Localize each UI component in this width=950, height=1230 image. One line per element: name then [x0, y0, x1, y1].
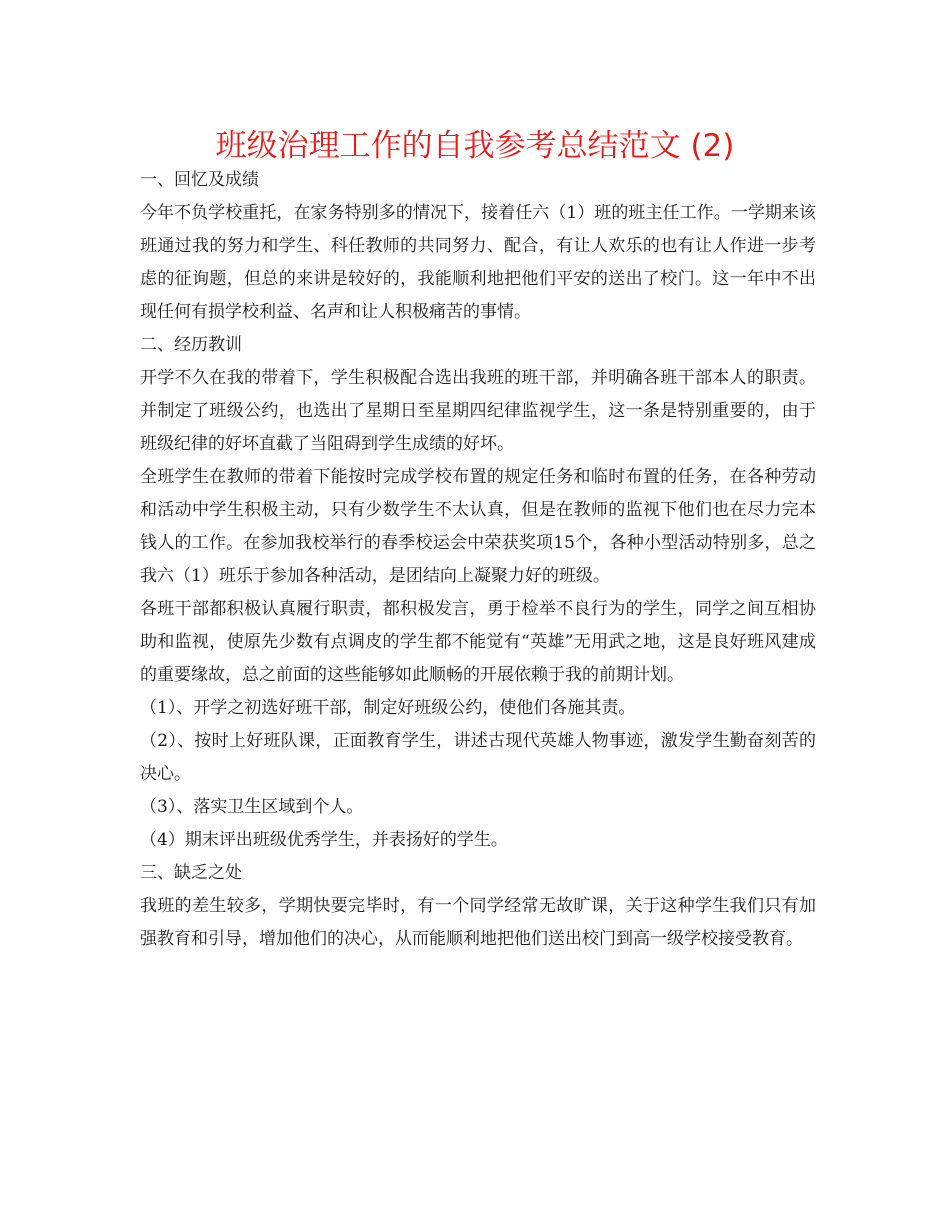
document-title: 班级治理工作的自我参考总结范文 (2) — [215, 128, 735, 164]
paragraph-class-activities: 全班学生在教师的带着下能按时完成学校布置的规定任务和临时布置的任务，在各种劳动和活动中学生积极主动，只有少数学生不太认真，但是在教师的监视下他们也在尽力完本钱人的工作。在参加我校举行的春季校运会中荣获奖项15个，各种小型活动特别多，总之我六（1）班乐于参加各种活动，是团结向上凝聚力好的班级。 — [140, 467, 816, 586]
paragraph-class-cadres: 开学不久在我的带着下，学生积极配合选出我班的班干部，并明确各班干部本人的职责。并制定了班级公约，也选出了星期日至星期四纪律监视学生，这一条是特别重要的，由于班级纪律的好坏直截了当阻碍到学生成绩的好坏。 — [140, 368, 816, 454]
list-item-2: （2）、按时上好班队课，正面教育学生，讲述古现代英雄人物事迹，激发学生勤奋刻苦的决心。 — [140, 731, 816, 784]
list-item-4: （4）期末评出班级优秀学生，并表扬好的学生。 — [140, 830, 508, 850]
paragraph-shortcomings: 我班的差生较多，学期快要完毕时，有一个同学经常无故旷课，关于这种学生我们只有加强教育和引导，增加他们的决心，从而能顺利地把他们送出校门到高一级学校接受教育。 — [140, 896, 816, 949]
section-heading-1: 一、回忆及成绩 — [140, 170, 259, 190]
paragraph-class-style: 各班干部都积极认真履行职责，都积极发言，勇于检举不良行为的学生，同学之间互相协助和监视，使原先少数有点调皮的学生都不能觉有“英雄”无用武之地，这是良好班风建成的重要缘故，总之前面的这些能够如此顺畅的开展依赖于我的前期计划。 — [140, 599, 816, 685]
list-item-3: （3）、落实卫生区域到个人。 — [140, 797, 364, 817]
section-heading-2: 二、经历教训 — [140, 335, 242, 355]
paragraph-review: 今年不负学校重托，在家务特别多的情况下，接着任六（1）班的班主任工作。一学期来该班通过我的努力和学生、科任教师的共同努力、配合，有让人欢乐的也有让人作进一步考虑的征询题，但总的来讲是较好的，我能顺利地把他们平安的送出了校门。这一年中不出现任何有损学校利益、名声和让人积极痛苦的事情。 — [140, 203, 816, 322]
section-heading-3: 三、缺乏之处 — [140, 863, 242, 883]
list-item-1: （1）、开学之初选好班干部，制定好班级公约，使他们各施其责。 — [140, 698, 636, 718]
document-body — [140, 164, 816, 956]
